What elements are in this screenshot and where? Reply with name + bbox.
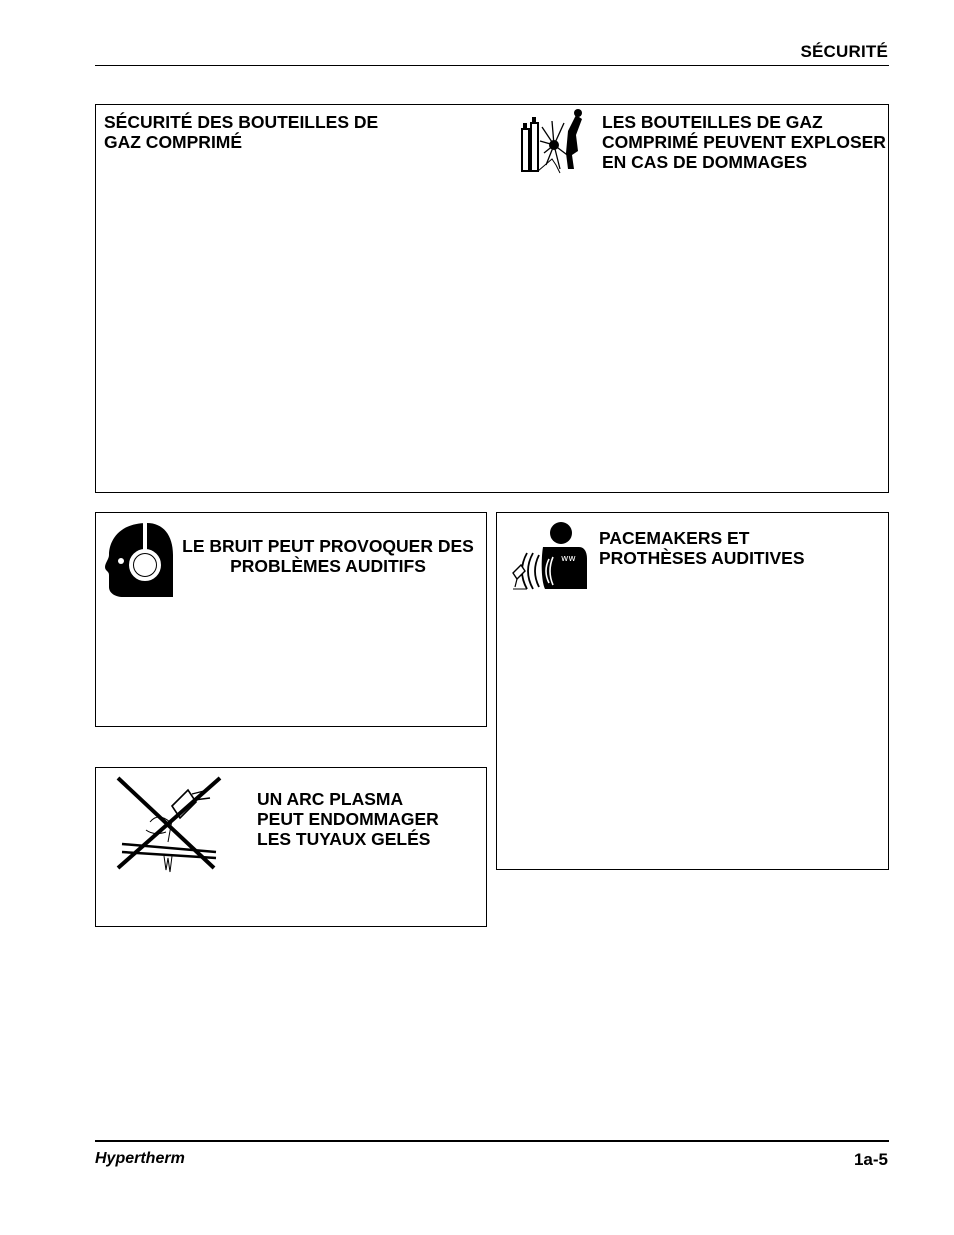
frozen-pipes-warning: UN ARC PLASMA PEUT ENDOMMAGER LES TUYAUX GELÉS: [257, 789, 439, 849]
pacemaker-warning: PACEMAKERS ET PROTHÈSES AUDITIVES: [599, 528, 805, 568]
footer-rule: [95, 1140, 889, 1142]
section-title: SÉCURITÉ: [800, 42, 888, 61]
frozen-pipes-panel: [95, 767, 487, 927]
gas-cylinder-title: SÉCURITÉ DES BOUTEILLES DE GAZ COMPRIMÉ: [104, 112, 379, 152]
ear-protection-icon: [103, 521, 173, 599]
footer-brand: Hypertherm: [95, 1150, 185, 1167]
gas-cylinder-panel: [95, 104, 889, 493]
pacemaker-radiation-icon: [507, 519, 589, 591]
page-number: 1a-5: [853, 1150, 888, 1169]
svg-text:ww: ww: [561, 554, 576, 564]
pacemaker-panel: [496, 512, 889, 870]
no-pipe-thawing-icon: [110, 772, 228, 874]
noise-warning: LE BRUIT PEUT PROVOQUER DES PROBLÈMES AUDITIFS: [182, 536, 474, 576]
exploding-gas-cylinder-icon: [516, 109, 588, 177]
header-rule: [95, 65, 889, 66]
gas-cylinder-warning: LES BOUTEILLES DE GAZ COMPRIMÉ PEUVENT EXPLOSER EN CAS DE DOMMAGES: [602, 112, 886, 172]
noise-panel: [95, 512, 487, 727]
